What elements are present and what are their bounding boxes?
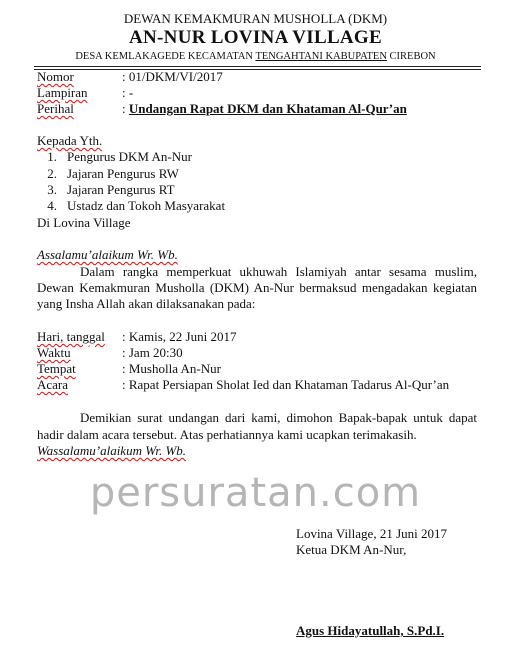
closing-salam bbox=[37, 443, 186, 459]
perihal-value bbox=[122, 101, 407, 117]
signature-name: Agus Hidayatullah, S.Pd.I. bbox=[296, 623, 445, 638]
detail-label-place bbox=[37, 361, 76, 377]
signature-role: Ketua DKM An-Nur, bbox=[296, 542, 407, 557]
nomor-value: : 01/DKM/VI/2017 bbox=[122, 69, 223, 84]
detail-label-time bbox=[37, 345, 71, 361]
paragraph-1-line-2: Dewan Kemakmuran Musholla (DKM) An-Nur bermaksud mengadakan kegiatan bbox=[37, 280, 477, 295]
recipient-num: 4. bbox=[47, 198, 57, 213]
perihal-label-text: Perihal bbox=[37, 101, 74, 116]
detail-label-text: Tempat bbox=[37, 361, 76, 376]
recipient-num: 1. bbox=[47, 149, 57, 164]
address-post: CIREBON bbox=[386, 51, 436, 62]
paragraph-2-line-1: Demikian surat undangan dari kami, dimohon Bapak-bapak untuk dapat bbox=[80, 410, 477, 425]
opening-salam bbox=[37, 247, 178, 263]
recipient-item bbox=[37, 166, 179, 182]
lampiran-label bbox=[37, 85, 88, 101]
address-underlined: TENGAHTANI KABUPATEN bbox=[255, 51, 387, 62]
detail-value-date: : Kamis, 22 Juni 2017 bbox=[122, 329, 237, 344]
detail-label-text: Hari, tanggal bbox=[37, 329, 105, 344]
nomor-label bbox=[37, 69, 74, 85]
detail-label-text: Waktu bbox=[37, 345, 71, 360]
perihal-colon: : bbox=[122, 101, 129, 116]
detail-label-date bbox=[37, 329, 105, 345]
recipient-text: Ustadz dan Tokoh Masyarakat bbox=[67, 198, 226, 213]
recipient-num: 2. bbox=[47, 166, 57, 181]
recipient-num: 3. bbox=[47, 182, 57, 197]
perihal-text: Undangan Rapat DKM dan Khataman Al-Qur’an bbox=[128, 101, 407, 116]
detail-value-place: : Musholla An-Nur bbox=[122, 361, 221, 376]
paragraph-1-line-1: Dalam rangka memperkuat ukhuwah Islamiyah antar sesama muslim, bbox=[80, 264, 477, 279]
letterhead-name: AN-NUR LOVINA VILLAGE bbox=[129, 27, 382, 48]
address-pre: DESA KEMLAKAGEDE KECAMATAN bbox=[75, 51, 256, 62]
detail-label-text: Acara bbox=[37, 377, 69, 392]
recipient-text: Jajaran Pengurus RW bbox=[67, 166, 179, 181]
letterhead-address bbox=[0, 51, 511, 62]
letterhead-org: DEWAN KEMAKMURAN MUSHOLLA (DKM) bbox=[123, 11, 388, 26]
recipient-text: Pengurus DKM An-Nur bbox=[67, 149, 192, 164]
salam-text: Assalamu’alaikum Wr. Wb. bbox=[37, 247, 178, 262]
greeting bbox=[37, 133, 102, 149]
lampiran-label-text: Lampiran bbox=[37, 85, 88, 100]
paragraph-2-line-2: hadir dalam acara tersebut. Atas perhatiannya kami ucapkan terimakasih. bbox=[37, 427, 417, 442]
letterhead-rule-thick bbox=[34, 66, 481, 67]
detail-value-event: : Rapat Persiapan Sholat Ied dan Khataman Tadarus Al-Qur’an bbox=[122, 377, 450, 392]
recipient-item bbox=[37, 198, 225, 214]
greeting-text: Kepada Yth. bbox=[37, 133, 103, 148]
paragraph-1-line-3: yang Insha Allah akan dilaksanakan pada: bbox=[37, 296, 256, 311]
signature-place-date: Lovina Village, 21 Juni 2017 bbox=[296, 526, 447, 541]
lampiran-value: : - bbox=[122, 85, 134, 100]
detail-label-event bbox=[37, 377, 68, 393]
letterhead-rule-thin bbox=[34, 69, 481, 70]
closing-text: Wassalamu’alaikum Wr. Wb. bbox=[37, 443, 187, 458]
recipient-place: Di Lovina Village bbox=[37, 215, 131, 230]
perihal-label bbox=[37, 101, 74, 117]
recipient-text: Jajaran Pengurus RT bbox=[67, 182, 175, 197]
recipient-item bbox=[37, 182, 175, 198]
recipient-item bbox=[37, 149, 192, 165]
watermark: persuratan.com bbox=[89, 470, 422, 516]
nomor-label-text: Nomor bbox=[37, 69, 74, 84]
detail-value-time: : Jam 20:30 bbox=[122, 345, 183, 360]
